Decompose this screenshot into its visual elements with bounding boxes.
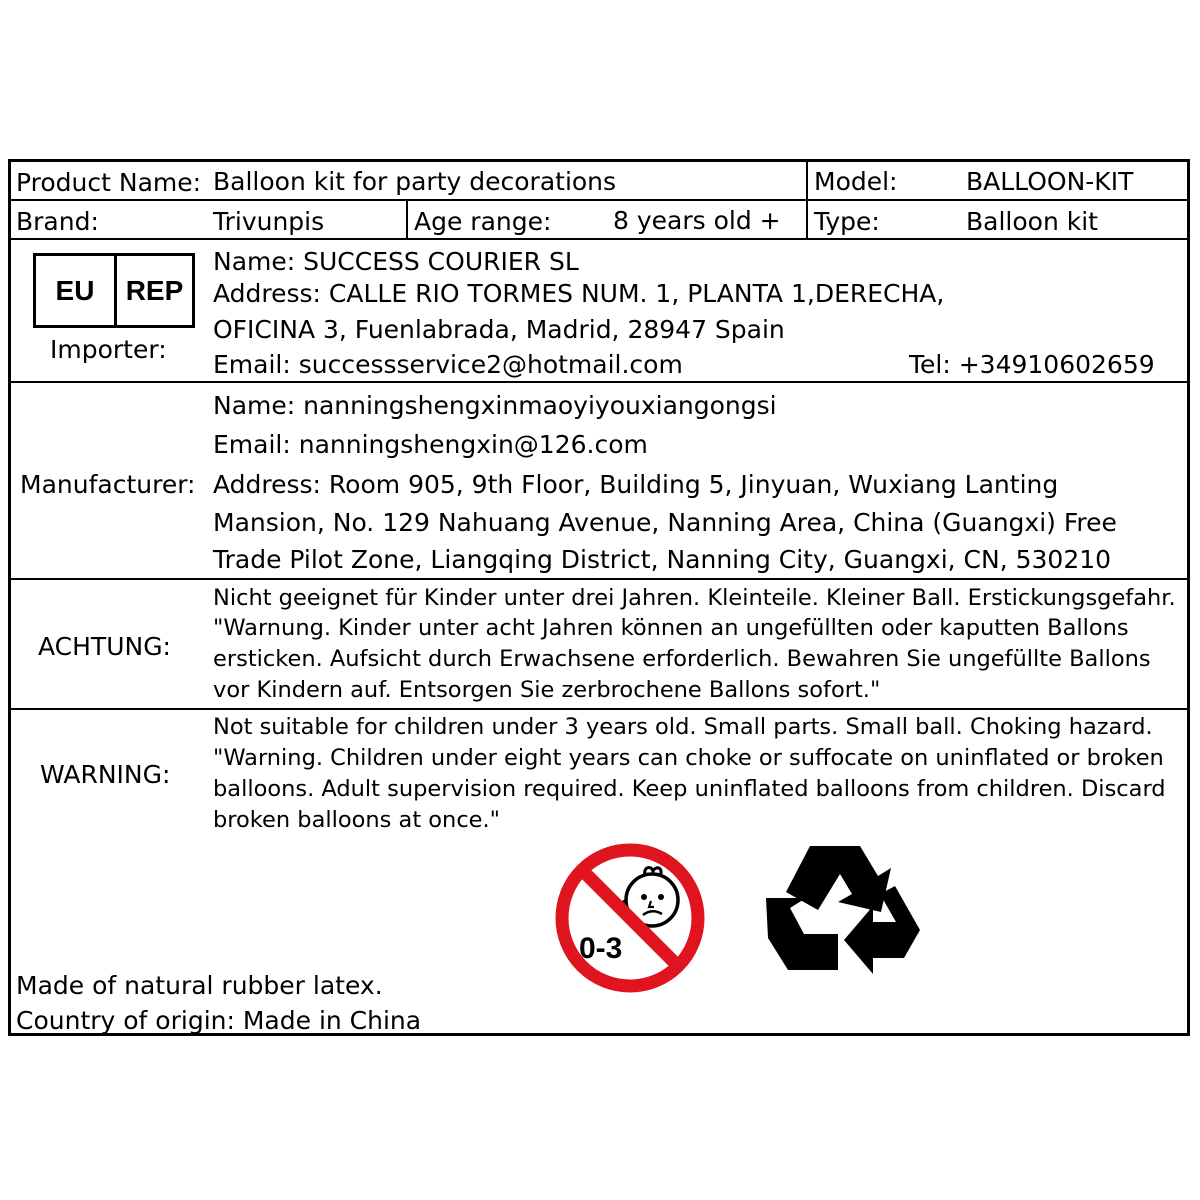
achtung-line-3: ersticken. Aufsicht durch Erwachsene erforderlich. Bewahren Sie ungefüllte Ballons: [213, 646, 1151, 672]
eu-rep-badge: [33, 253, 195, 328]
type-label: Type:: [814, 207, 880, 236]
warning-line-1: Not suitable for children under 3 years old. Small parts. Small ball. Choking hazard.: [213, 714, 1153, 740]
importer-address-line-2: OFICINA 3, Fuenlabrada, Madrid, 28947 Spain: [213, 315, 785, 344]
product-name-value: Balloon kit for party decorations: [213, 167, 617, 196]
achtung-label: ACHTUNG:: [38, 632, 171, 661]
country-of-origin-text: Country of origin: Made in China: [16, 1006, 422, 1035]
achtung-line-2: "Warnung. Kinder unter acht Jahren können an ungefüllten oder kaputten Ballons: [213, 615, 1129, 641]
product-name-label: Product Name:: [16, 168, 202, 197]
model-label: Model:: [814, 167, 898, 196]
importer-address-line-1: Address: CALLE RIO TORMES NUM. 1, PLANTA 1,DERECHA,: [213, 279, 945, 308]
rep-badge-text: REP: [125, 274, 184, 306]
recycle-icon: [760, 838, 922, 996]
manufacturer-address-line-3: Trade Pilot Zone, Liangqing District, Nanning City, Guangxi, CN, 530210: [213, 545, 1112, 574]
divider-brand: [10, 238, 1190, 240]
manufacturer-address-line-2: Mansion, No. 129 Nahuang Avenue, Nanning Area, China (Guangxi) Free: [213, 508, 1117, 537]
manufacturer-email: Email: nanningshengxin@126.com: [213, 430, 648, 459]
divider-achtung: [10, 708, 1190, 710]
age-range-label: Age range:: [414, 207, 552, 236]
brand-value: Trivunpis: [213, 207, 325, 236]
warning-line-4: broken balloons at once.": [213, 807, 501, 833]
importer-tel: Tel: +34910602659: [909, 350, 1155, 379]
divider-manufacturer: [10, 578, 1190, 580]
importer-label: Importer:: [50, 335, 167, 364]
age-range-value: 8 years old +: [613, 206, 781, 235]
manufacturer-name: Name: nanningshengxinmaoyiyouxiangongsi: [213, 391, 777, 420]
warning-label: WARNING:: [40, 760, 171, 789]
importer-name: Name: SUCCESS COURIER SL: [213, 247, 579, 276]
eu-badge-text: EU: [36, 256, 117, 325]
manufacturer-label: Manufacturer:: [20, 470, 196, 499]
divider-age: [406, 200, 408, 239]
divider-header: [10, 199, 1190, 201]
type-value: Balloon kit: [966, 207, 1098, 236]
age-symbol-text: 0-3: [579, 932, 623, 965]
achtung-line-1: Nicht geeignet für Kinder unter drei Jahren. Kleinteile. Kleiner Ball. Erstickungsgefahr.: [213, 585, 1176, 611]
brand-label: Brand:: [16, 207, 99, 236]
divider-model: [806, 161, 808, 239]
no-children-under-3-icon: [553, 841, 707, 995]
model-value: BALLOON-KIT: [966, 167, 1134, 196]
warning-line-2: "Warning. Children under eight years can choke or suffocate on uninflated or broken: [213, 745, 1164, 771]
manufacturer-address-line-1: Address: Room 905, 9th Floor, Building 5, Jinyuan, Wuxiang Lanting: [213, 470, 1059, 499]
material-text: Made of natural rubber latex.: [16, 971, 383, 1000]
divider-importer: [10, 381, 1190, 383]
achtung-line-4: vor Kindern auf. Entsorgen Sie zerbrochene Ballons sofort.": [213, 677, 881, 703]
warning-line-3: balloons. Adult supervision required. Keep uninflated balloons from children. Discard: [213, 776, 1166, 802]
importer-email: Email: successservice2@hotmail.com: [213, 350, 683, 379]
